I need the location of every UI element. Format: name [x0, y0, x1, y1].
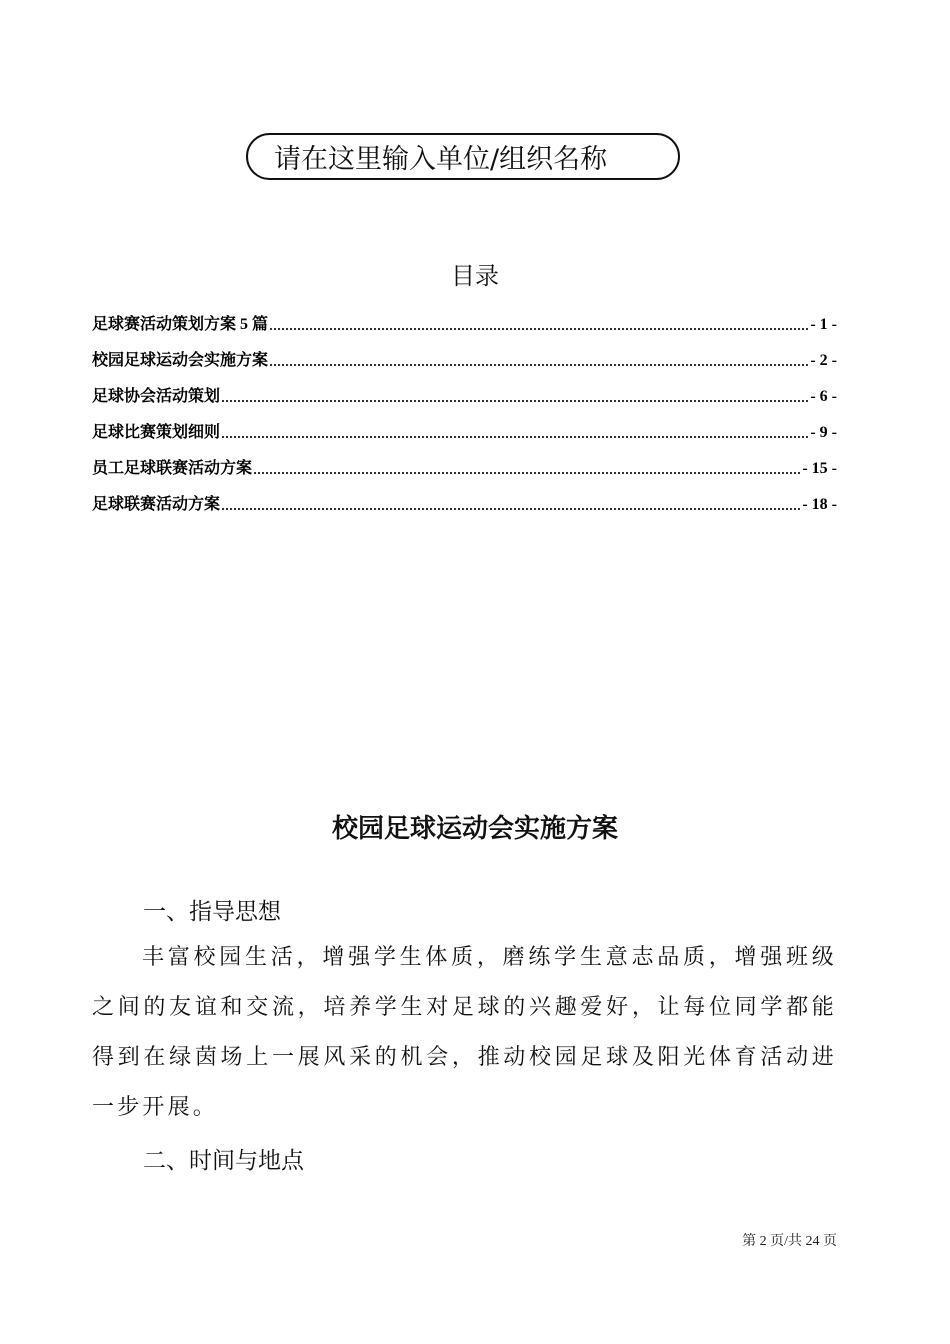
- toc-entry-title: 足球协会活动策划: [92, 388, 221, 405]
- document-title: 校园足球运动会实施方案: [331, 814, 618, 844]
- toc-leader-dots: [269, 317, 809, 331]
- toc-leader-dots: [221, 389, 809, 403]
- toc-leader-dots: [253, 461, 801, 475]
- toc-entry-page: - 15 -: [802, 460, 837, 477]
- toc-entry[interactable]: [92, 406, 837, 442]
- toc-leader-dots: [221, 497, 801, 511]
- section-heading-guiding-thought: 一、指导思想: [143, 899, 281, 925]
- toc-leader-dots: [269, 353, 809, 367]
- page-number-footer: 第 2 页/共 24 页: [742, 1234, 837, 1249]
- toc-entry-title: 校园足球运动会实施方案: [92, 352, 269, 369]
- section-paragraph: 丰富校园生活，增强学生体质，磨练学生意志品质，增强班级之间的友谊和交流，培养学生对足球的兴趣爱好，让每位同学都能得到在绿茵场上一展风采的机会，推动校园足球及阳光体育活动进一步开展。: [92, 945, 837, 1120]
- organization-name: 请在这里输入单位/组织名称: [274, 144, 608, 175]
- toc-entry[interactable]: [92, 478, 837, 514]
- toc-entry-page: - 2 -: [810, 352, 837, 369]
- table-of-contents: [92, 298, 837, 514]
- toc-entry[interactable]: [92, 370, 837, 406]
- toc-entry[interactable]: [92, 334, 837, 370]
- toc-entry-title: 足球联赛活动方案: [92, 496, 221, 513]
- toc-entry-page: - 18 -: [802, 496, 837, 513]
- toc-title: 目录: [451, 262, 499, 290]
- toc-entry[interactable]: [92, 442, 837, 478]
- toc-leader-dots: [221, 425, 809, 439]
- toc-entry[interactable]: [92, 298, 837, 334]
- toc-entry-page: - 1 -: [810, 316, 837, 333]
- toc-entry-title: 员工足球联赛活动方案: [92, 460, 253, 477]
- toc-entry-title: 足球比赛策划细则: [92, 424, 221, 441]
- section-heading-time-place: 二、时间与地点: [143, 1148, 304, 1174]
- toc-entry-page: - 9 -: [810, 424, 837, 441]
- organization-name-box: [246, 133, 680, 180]
- toc-entry-title: 足球赛活动策划方案 5 篇: [92, 316, 269, 333]
- toc-entry-page: - 6 -: [810, 388, 837, 405]
